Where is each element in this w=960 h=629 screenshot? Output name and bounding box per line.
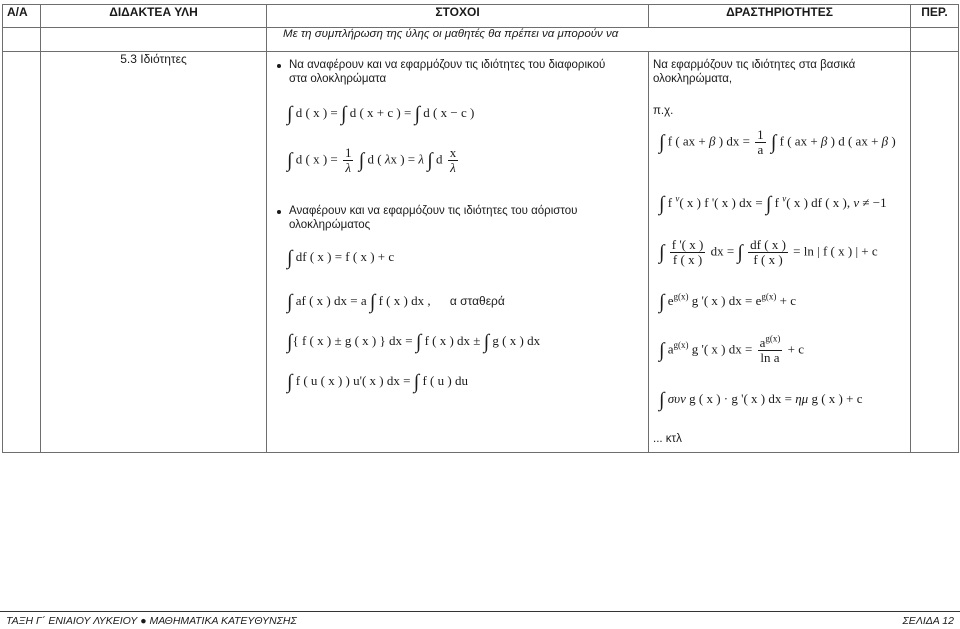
formula-sum-rule: ∫{ f ( x ) ± g ( x ) } dx = ∫ f ( x ) dx ± ∫ g ( x ) dx [287, 331, 541, 353]
example-label: π.χ. [653, 105, 674, 117]
section-title: 5.3 Ιδιότητες [41, 52, 267, 453]
formula-differential-scale: ∫ d ( x ) = $\frac{1}{\lambda}$ ∫ d ( λx ) = λ ∫ d $\frac{x}{\lambda}$ [287, 145, 457, 175]
header-periods: ΠΕΡ. [911, 5, 959, 28]
header-aa: Α/Α [3, 5, 41, 28]
bullet-icon [277, 210, 281, 214]
footer-page-number: ΣΕΛΙΔΑ 12 [902, 615, 954, 627]
activity-line-2: ολοκληρώματα, [653, 73, 733, 85]
goal-2-line-1: Αναφέρουν και να εφαρμόζουν τις ιδιότητες του αόριστου [289, 205, 578, 217]
formula-power-rule: ∫ f $^\nu$( x ) f '( x ) dx = ∫ f $^\nu$( x ) df ( x ), ν ≠ −1 [659, 193, 887, 215]
formula-constant-factor: ∫ af ( x ) dx = a ∫ f ( x ) dx , α σταθερά [287, 291, 505, 313]
footer-divider [0, 611, 960, 612]
activities-cell [649, 52, 911, 453]
header-syllabus: ΔΙΔΑΚΤΕΑ ΥΛΗ [41, 5, 267, 28]
subheader-row [3, 28, 959, 52]
formula-substitution: ∫ f ( u ( x ) ) u'( x ) dx = ∫ f ( u ) du [287, 371, 468, 393]
activity-line-1: Να εφαρμόζουν τις ιδιότητες στα βασικά [653, 59, 856, 71]
formula-indefinite-differential: ∫ df ( x ) = f ( x ) + c [287, 247, 395, 269]
goal-1-line-1: Να αναφέρουν και να εφαρμόζουν τις ιδιότητες του διαφορικού [289, 59, 606, 71]
footer-course: ΤΑΞΗ Γ΄ ΕΝΙΑΙΟΥ ΛΥΚΕΙΟΥ ● ΜΑΘΗΜΑΤΙΚΑ ΚΑΤΕΥΘΥΝΣΗΣ [6, 615, 297, 627]
content-row [3, 52, 959, 453]
constant-note: α σταθερά [449, 294, 505, 308]
formula-linear-substitution: ∫ f ( ax + β ) dx = $\frac{1}{a}$ ∫ f ( ax + β ) d ( ax + β ) [659, 127, 896, 157]
bullet-icon [277, 64, 281, 68]
goals-cell [267, 52, 649, 453]
curriculum-table [2, 4, 959, 453]
formula-exp-rule: ∫ $e^{g(x)}$ g '( x ) dx = $e^{g(x)} + c$ [659, 291, 796, 313]
header-activities: ΔΡΑΣΤΗΡΙΟΤΗΤΕΣ [649, 5, 911, 28]
formula-log-rule: ∫ $\frac{f '( x )}{f ( x )}$ dx = ∫ $\frac{df ( x )}{f ( x )}$ = ln | f ( x ) | + c [659, 237, 878, 267]
goal-2-line-2: ολοκληρώματος [289, 219, 371, 231]
subheader-text: Με τη συμπλήρωση της ύλης οι μαθητές θα πρέπει να μπορούν να [267, 28, 911, 52]
formula-differential-shift: ∫ d ( x ) = ∫ d ( x + c ) = ∫ d ( x − c ) [287, 103, 475, 125]
header-goals: ΣΤΟΧΟΙ [267, 5, 649, 28]
table-header-row [3, 5, 959, 28]
formula-exp-base-rule: ∫ $a^{g(x)}$ g '( x ) dx = $\frac{a^{g(x)}}{\text{ln a}}$ + c [659, 333, 804, 365]
goal-1-line-2: στα ολοκληρώματα [289, 73, 387, 85]
formula-trig-rule: ∫ συν g ( x ) · g '( x ) dx = ημ g ( x ) + c [659, 389, 863, 411]
etc-note: ... κτλ [653, 433, 682, 445]
